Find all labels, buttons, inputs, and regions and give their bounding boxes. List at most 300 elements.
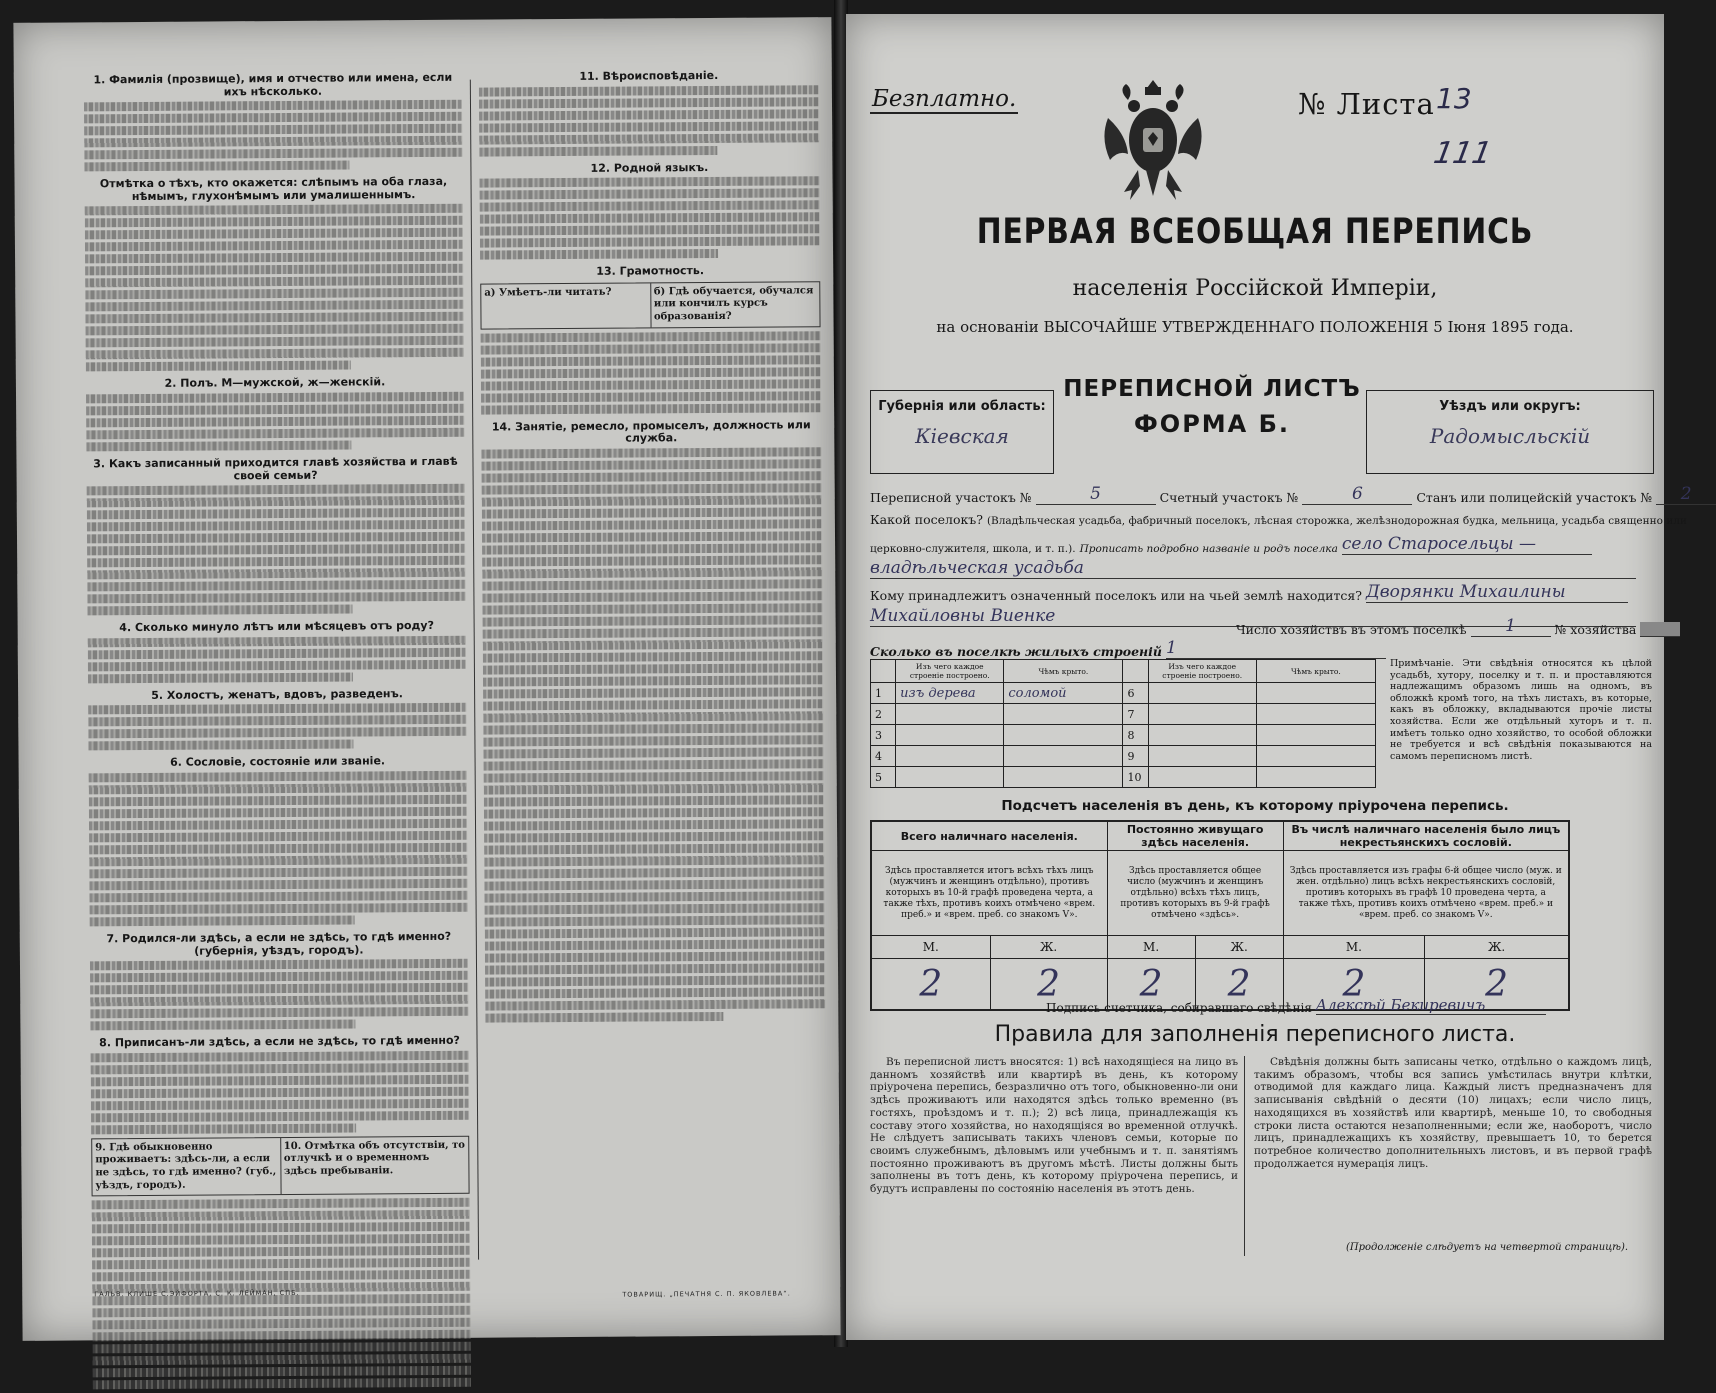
illegible-text-line: [479, 97, 819, 108]
illegible-text-line: [482, 483, 822, 494]
dwelling-number: 9: [1123, 746, 1148, 767]
illegible-text-line: [485, 987, 825, 998]
illegible-text-line: [87, 520, 465, 532]
illegible-text-line: [481, 379, 821, 390]
rules-divider: [1244, 1056, 1245, 1256]
settlement-value-1: село Старосельцы —: [1342, 534, 1592, 555]
census-legal-basis: на основаніи ВЫСОЧАЙШЕ УТВЕРЖДЕННАГО ПОЛОЖЕНІЯ 5 Іюня 1895 года.: [936, 318, 1574, 336]
illegible-text-line: [89, 807, 467, 819]
illegible-text-line: [84, 124, 462, 136]
dwelling-material: [896, 725, 1004, 746]
illegible-text-line: [89, 891, 467, 903]
instruction-heading: 13. Грамотность.: [596, 264, 705, 278]
illegible-text-line: [85, 264, 463, 276]
gubernia-value: Кіевская: [915, 424, 1009, 448]
illegible-text-line: [88, 635, 466, 647]
households-value: 1: [1471, 616, 1551, 637]
illegible-text-line: [92, 1210, 470, 1222]
illegible-text-line: [481, 355, 821, 366]
census-district-label: Переписной участокъ №: [870, 490, 1032, 505]
illegible-text-line: [85, 240, 463, 252]
illegible-text-line: [86, 324, 464, 336]
dwelling-row: [871, 725, 1376, 746]
illegible-text-line: [85, 276, 463, 288]
population-group-descriptions: [871, 851, 1569, 936]
female-header: Ж.: [1425, 936, 1569, 959]
owner-value-1: Дворянки Михаилины: [1366, 582, 1628, 603]
illegible-text-line: [89, 819, 467, 831]
illegible-text-line: [482, 555, 822, 566]
illegible-text-line: [483, 723, 823, 734]
dwelling-number: 6: [1123, 683, 1148, 704]
illegible-text-line: [92, 1198, 470, 1210]
illegible-text-line: [84, 136, 462, 148]
dwelling-roof: [1004, 704, 1123, 725]
illegible-text-line: [480, 249, 718, 260]
illegible-text-line: [86, 404, 464, 416]
illegible-text-line: [484, 831, 824, 842]
uezd-label: Уѣздъ или округъ:: [1439, 399, 1581, 414]
female-header: Ж.: [1195, 936, 1283, 959]
sheet-handwritten-number: 111: [1430, 136, 1495, 171]
instruction-heading: 11. Вѣроисповѣданіе.: [579, 68, 719, 83]
illegible-text-line: [89, 771, 467, 783]
illegible-text-line: [481, 391, 821, 402]
illegible-text-line: [90, 971, 468, 983]
dwelling-material-header-2: Изъ чего каждое строеніе построено.: [1148, 660, 1256, 683]
dwelling-roof: [1256, 683, 1375, 704]
dwelling-material: [1148, 683, 1256, 704]
illegible-text-line: [480, 200, 820, 211]
illegible-text-line: [88, 703, 466, 715]
instruction-heading: 12. Родной языкъ.: [590, 160, 709, 175]
illegible-text-line: [93, 1330, 471, 1342]
dwelling-row: [871, 746, 1376, 767]
illegible-text-line: [483, 627, 823, 638]
census-main-title: ПЕРВАЯ ВСЕОБЩАЯ ПЕРЕПИСЬ: [976, 212, 1534, 252]
counting-district-value: 6: [1302, 484, 1412, 505]
illegible-text-line: [484, 795, 824, 806]
illegible-text-line: [89, 795, 467, 807]
illegible-text-line: [483, 615, 823, 626]
form-title: [1062, 376, 1362, 438]
owner-question: Кому принадлежитъ означенный поселокъ или на чьей землѣ находится?: [870, 588, 1362, 603]
households-label: Число хозяйствъ въ этомъ поселкѣ: [1236, 622, 1467, 637]
dwelling-row: [871, 683, 1376, 704]
dwelling-roof: [1256, 725, 1375, 746]
dwelling-material-header: Изъ чего каждое строеніе построено.: [896, 660, 1004, 683]
illegible-text-line: [92, 1222, 470, 1234]
illegible-text-line: [85, 312, 463, 324]
illegible-text-line: [86, 440, 351, 451]
illegible-text-line: [87, 496, 465, 508]
double-headed-eagle-icon: [1098, 78, 1208, 206]
sex-header-row: [871, 936, 1569, 959]
dwelling-material: [1148, 725, 1256, 746]
illegible-text-line: [85, 252, 463, 264]
illegible-text-line: [482, 543, 822, 554]
group-header-non-peasant: Въ числѣ наличнаго населенія было лицъ некрестьянскихъ сословій.: [1283, 821, 1569, 851]
dwellings-footnote: Примѣчаніе. Эти свѣдѣнія относятся къ цѣлой усадьбѣ, хутору, поселку и т. п. и проставляются надлежащимъ образомъ лишь на одномъ, въ обложкѣ кромѣ того, на тѣхъ листахъ, въ которые, какъ въ обложку, вкладываются прочіе листы хозяйства. Если же отдѣльный хуторъ и т. п. имѣетъ только одно хозяйство, то особой обложки не требуется и всѣ свѣдѣнія показываются на самомъ переписномъ листѣ.: [1390, 658, 1652, 762]
illegible-text-line: [484, 819, 824, 830]
dwellings-body: [871, 683, 1376, 788]
illegible-text-line: [483, 687, 823, 698]
illegible-text-line: [483, 699, 823, 710]
illegible-text-line: [482, 531, 822, 542]
population-group-headers: [871, 821, 1569, 851]
illegible-text-line: [92, 1258, 470, 1270]
illegible-text-line: [84, 100, 462, 112]
buildings-line: [870, 638, 1640, 659]
dwelling-material: [1148, 704, 1256, 725]
permanent-male-value: 2: [1107, 959, 1195, 1011]
dwelling-number: 10: [1123, 767, 1148, 788]
gubernia-label: Губернія или область:: [878, 399, 1046, 414]
illegible-text-line: [482, 579, 822, 590]
illegible-text-line: [90, 1007, 468, 1019]
illegible-text-line: [89, 831, 467, 843]
dwelling-material: изъ дерева: [896, 683, 1004, 704]
sheet-number-value: 13: [1436, 82, 1472, 115]
dwelling-material: [1148, 767, 1256, 788]
illegible-text-line: [480, 188, 820, 199]
permanent-female-value: 2: [1195, 959, 1283, 1011]
illegible-text-line: [483, 663, 823, 674]
illegible-text-line: [86, 392, 464, 404]
illegible-text-line: [482, 603, 822, 614]
dwellings-header-row: [871, 660, 1376, 683]
illegible-text-line: [482, 507, 822, 518]
illegible-text-line: [88, 659, 466, 671]
illegible-text-line: [85, 300, 463, 312]
residence-heading: 9. Гдѣ обыкновенно проживаетъ: здѣсь-ли, а если не здѣсь, то гдѣ именно? (губ., уѣздъ, городъ).: [95, 1141, 277, 1191]
present-male-value: 2: [871, 959, 990, 1011]
illegible-text-line: [90, 915, 355, 926]
illegible-text-line: [482, 471, 822, 482]
buildings-value: 1: [1166, 638, 1386, 659]
settlement-value-line-2: [870, 558, 1640, 579]
gubernia-box: [870, 390, 1054, 474]
population-count-title: Подсчетъ населенія въ день, къ которому пріурочена перепись.: [1001, 798, 1509, 814]
dwelling-number: 8: [1123, 725, 1148, 746]
illegible-text-line: [90, 1020, 355, 1031]
illegible-text-line: [483, 651, 823, 662]
illegible-text-line: [480, 224, 820, 235]
illegible-text-line: [485, 1012, 723, 1023]
group-header-present: Всего наличнаго населенія.: [871, 821, 1107, 851]
illegible-text-line: [87, 544, 465, 556]
dwelling-roof: [1004, 725, 1123, 746]
instruction-heading: 3. Какъ записанный приходится главѣ хозяйства и главѣ своей семьи?: [93, 454, 458, 482]
illegible-text-line: [92, 1318, 470, 1330]
illegible-text-line: [485, 903, 825, 914]
district-field-line: [870, 484, 1692, 505]
illegible-text-line: [483, 711, 823, 722]
illegible-text-line: [484, 855, 824, 866]
residence-absence-headings: [91, 1135, 469, 1196]
dwelling-roof: [1256, 704, 1375, 725]
illegible-text-line: [92, 1234, 470, 1246]
literacy-school-heading: б) Гдѣ обучается, обучался или кончилъ курсъ образованія?: [650, 282, 820, 327]
illegible-text-line: [91, 1062, 469, 1074]
households-line: [1236, 616, 1646, 637]
present-female-value: 2: [990, 959, 1107, 1011]
illegible-text-line: [86, 336, 464, 348]
illegible-text-line: [92, 1246, 470, 1258]
stan-value: 2: [1656, 484, 1716, 505]
illegible-text-line: [480, 176, 820, 187]
illegible-text-line: [484, 867, 824, 878]
illegible-text-line: [84, 112, 462, 124]
illegible-text-line: [88, 727, 466, 739]
signature-label: Подпись счетчика, собиравшаго свѣдѣнія: [1046, 1001, 1312, 1015]
illegible-text-line: [484, 891, 824, 902]
illegible-text-line: [479, 109, 819, 120]
settlement-question-line: [870, 512, 1687, 527]
illegible-text-line: [483, 675, 823, 686]
form-title-line-1: ПЕРЕПИСНОЙ ЛИСТЪ: [1063, 376, 1361, 402]
illegible-text-line: [482, 567, 822, 578]
dwelling-number: 4: [871, 746, 896, 767]
illegible-text-line: [484, 843, 824, 854]
illegible-text-line: [84, 161, 349, 172]
dwelling-number: 5: [871, 767, 896, 788]
illegible-text-line: [87, 580, 465, 592]
dwelling-material: [896, 767, 1004, 788]
illegible-text-line: [89, 843, 467, 855]
illegible-text-line: [86, 428, 464, 440]
column-divider: [470, 80, 479, 1260]
illegible-text-line: [485, 999, 825, 1010]
illegible-text-line: [84, 148, 462, 160]
illegible-text-line: [485, 939, 825, 950]
illegible-text-line: [88, 647, 466, 659]
illegible-text-line: [479, 146, 717, 157]
dwelling-roof: [1004, 767, 1123, 788]
right-page-census-form: [846, 14, 1692, 1340]
illegible-text-line: [91, 1086, 469, 1098]
male-header: М.: [871, 936, 990, 959]
illegible-text-line: [88, 715, 466, 727]
illegible-text-line: [483, 735, 823, 746]
sheet-number-label: № Листа: [1298, 87, 1435, 121]
instruction-heading: 7. Родился-ли здѣсь, а если не здѣсь, то гдѣ именно? (губернія, уѣздъ, городъ).: [106, 929, 452, 958]
instruction-heading: 6. Сословіе, состояніе или званіе.: [170, 754, 386, 770]
dwelling-material: [896, 704, 1004, 725]
illegible-text-line: [481, 403, 821, 414]
illegible-text-line: [484, 879, 824, 890]
male-header: М.: [1107, 936, 1195, 959]
illegible-text-line: [90, 903, 468, 915]
settlement-value-2: владѣльческая усадьба: [870, 558, 1636, 579]
dwelling-roof-header: Чѣмъ крыто.: [1004, 660, 1123, 683]
group-desc-non-peasant: Здѣсь проставляется изъ графы 6-й общее число (муж. и жен. отдѣльно) лицъ всѣхъ некрестьянскихъ сословій, противъ которыхъ въ графѣ 10 проведена черта, а также тѣхъ, противъ коихъ отмѣчено «врем. преб.» и «врем. преб. со знакомъ V».: [1283, 851, 1569, 936]
illegible-text-line: [88, 672, 353, 683]
printer-credit-right: ТОВАРИЩ. „ПЕЧАТНЯ С. П. ЯКОВЛЕВА“.: [622, 1289, 791, 1299]
dwelling-number: 1: [871, 683, 896, 704]
illegible-text-line: [89, 867, 467, 879]
instruction-heading: 8. Приписанъ-ли здѣсь, а если не здѣсь, то гдѣ именно?: [99, 1033, 460, 1050]
household-number-value: [1640, 622, 1680, 637]
illegible-text-line: [90, 983, 468, 995]
illegible-text-line: [87, 556, 465, 568]
illegible-text-line: [482, 591, 822, 602]
dwelling-row: [871, 767, 1376, 788]
illegible-text-line: [90, 959, 468, 971]
illegible-text-line: [481, 343, 821, 354]
illegible-text-line: [482, 519, 822, 530]
illegible-text-line: [479, 133, 819, 144]
illegible-text-line: [483, 747, 823, 758]
illegible-text-line: [85, 216, 463, 228]
rules-text-2: Свѣдѣнія должны быть записаны четко, отдѣльно о каждомъ лицѣ, такимъ образомъ, чтобы вся запись умѣстилась внутри клѣтки, отводимой для каждаго лица. Каждый листъ предназначенъ для записыванія свѣдѣній о десяти (10) лицахъ; если число лицъ, находящихся въ хозяйствѣ или квартирѣ, меньше 10, то свободныя строки листа остаются незаполненными; если же, наоборотъ, число лицъ, принадлежащихъ къ хозяйству, превышаетъ 10, то берется потребное количество дополнительныхъ листовъ, и въ первой графѣ продолжается нумерація лицъ.: [1254, 1056, 1652, 1170]
uezd-value: Радомысльскій: [1429, 424, 1591, 448]
illegible-text-line: [85, 204, 463, 216]
census-subtitle: населенія Россійской Имперіи,: [1072, 276, 1438, 301]
illegible-text-line: [481, 367, 821, 378]
illegible-text-line: [86, 416, 464, 428]
group-desc-present: Здѣсь проставляется итогъ всѣхъ тѣхъ лицъ (мужчинъ и женщинъ отдѣльно), противъ которыхъ въ 10-й графѣ проведена черта, а также тѣхъ, противъ коихъ отмѣчено «врем. преб.» и «врем. преб. со знакомъ V».: [871, 851, 1107, 936]
illegible-text-line: [92, 1306, 470, 1318]
instruction-heading: 4. Сколько минуло лѣтъ или мѣсяцевъ отъ роду?: [119, 619, 435, 635]
illegible-text-line: [91, 1098, 469, 1110]
instructions-column-2: [479, 62, 826, 1025]
buildings-label: Сколько въ поселкѣ жилыхъ строеній: [870, 644, 1162, 659]
illegible-text-line: [87, 532, 465, 544]
rules-title: Правила для заполненія переписного листа.: [994, 1022, 1516, 1047]
illegible-text-line: [479, 121, 819, 132]
illegible-text-line: [485, 927, 825, 938]
form-header-row: [870, 376, 1650, 476]
illegible-text-line: [480, 212, 820, 223]
instruction-heading: 14. Занятіе, ремесло, промыселъ, должность или служба.: [491, 417, 811, 445]
illegible-text-line: [89, 855, 467, 867]
household-number-label: № хозяйства: [1554, 622, 1637, 637]
illegible-text-line: [485, 963, 825, 974]
absence-heading: 10. Отмѣтка объ отсутствіи, то отлучкѣ и о временномъ здѣсь пребываніи.: [280, 1136, 469, 1194]
owner-line: [870, 582, 1640, 603]
group-desc-permanent: Здѣсь проставляется общее число (мужчинъ и женщинъ отдѣльно) всѣхъ тѣхъ лицъ, противъ которыхъ въ 9-й графѣ отмѣчено «здѣсь».: [1107, 851, 1283, 936]
settlement-hint: (Владѣльческая усадьба, фабричный поселокъ, лѣсная сторожка, желѣзнодорожная будка, мельница, усадьба священно или: [986, 515, 1687, 527]
left-page-instructions: [13, 17, 840, 1341]
non-peasant-female-value: 2: [1425, 959, 1569, 1011]
counting-district-label: Счетный участокъ №: [1159, 490, 1299, 505]
female-header: Ж.: [990, 936, 1107, 959]
instruction-heading: 5. Холостъ, женатъ, вдовъ, разведенъ.: [151, 686, 403, 702]
illegible-text-line: [88, 740, 353, 751]
illegible-text-line: [484, 771, 824, 782]
rules-column-2: [1254, 1056, 1652, 1173]
literacy-subheadings: [480, 281, 820, 329]
illegible-text-line: [479, 85, 819, 96]
settlement-hint-2: церковно-служителя, школа, и т. п.).: [870, 543, 1076, 555]
census-district-value: 5: [1036, 484, 1156, 505]
rules-column-1: [870, 1056, 1238, 1199]
male-header: М.: [1283, 936, 1425, 959]
dwelling-material: [896, 746, 1004, 767]
illegible-text-line: [93, 1342, 471, 1354]
instruction-heading: 1. Фамилія (прозвище), имя и отчество или имена, если ихъ нѣсколько.: [93, 70, 453, 98]
illegible-text-line: [89, 783, 467, 795]
illegible-text-line: [485, 915, 825, 926]
rules-continuation-note: (Продолженіе слѣдуетъ на четвертой страницѣ).: [1346, 1242, 1629, 1253]
form-title-line-2: ФОРМА Б.: [1133, 410, 1290, 438]
illegible-text-line: [93, 1354, 471, 1366]
instruction-heading: 2. Полъ. М—мужской, ж—женскій.: [164, 375, 386, 391]
illegible-text-line: [482, 495, 822, 506]
dwelling-roof: [1256, 767, 1375, 788]
illegible-text-line: [90, 995, 468, 1007]
dwelling-number: 2: [871, 704, 896, 725]
signature-line: [1046, 996, 1546, 1015]
dwelling-number: 3: [871, 725, 896, 746]
non-peasant-male-value: 2: [1283, 959, 1425, 1011]
illegible-text-line: [481, 459, 821, 470]
illegible-text-line: [86, 348, 464, 360]
population-count-table: [870, 820, 1570, 1011]
literacy-read-heading: а) Умѣетъ-ли читать?: [484, 286, 612, 299]
settlement-value-line: [870, 534, 1640, 555]
illegible-text-line: [93, 1378, 471, 1390]
dwellings-table: [870, 659, 1376, 788]
illegible-text-line: [87, 484, 465, 496]
illegible-text-line: [91, 1050, 469, 1062]
illegible-text-line: [484, 783, 824, 794]
dwelling-roof-header-2: Чѣмъ крыто.: [1256, 660, 1375, 683]
illegible-text-line: [91, 1123, 356, 1134]
illegible-text-line: [484, 759, 824, 770]
illegible-text-line: [86, 361, 351, 372]
dwelling-roof: [1004, 746, 1123, 767]
dwelling-row: [871, 704, 1376, 725]
instructions-column-1: [84, 65, 471, 1393]
illegible-text-line: [87, 568, 465, 580]
illegible-text-line: [91, 1110, 469, 1122]
illegible-text-line: [481, 447, 821, 458]
illegible-text-line: [92, 1270, 470, 1282]
illegible-text-line: [485, 975, 825, 986]
settlement-instruction: Прописать подробно названіе и родъ поселка: [1079, 543, 1338, 555]
group-header-permanent: Постоянно живущаго здѣсь населенія.: [1107, 821, 1283, 851]
illegible-text-line: [85, 288, 463, 300]
illegible-text-line: [481, 331, 821, 342]
illegible-text-line: [93, 1366, 471, 1378]
printer-credit-left: ГАЛЬВ. КЛИШЕ С.ЭЙФОРТА, С. К. ЛЕЙМАН, СПБ.: [94, 1288, 300, 1299]
rules-text-1: Въ переписной листъ вносятся: 1) всѣ находящіеся на лицо въ данномъ хозяйствѣ или квартирѣ въ день, къ которому пріурочена перепись, безразлично отъ того, обыкновенно-ли они здѣсь проживаютъ или находятся здѣсь только временно (въ гостяхъ, проѣздомъ и т. п.); 2) всѣ лица, принадлежащія къ составу этого хозяйства, но находящіяся во временной отлучкѣ. Не слѣдуетъ записывать такихъ членовъ семьи, которые по своимъ служебнымъ, дѣловымъ или учебнымъ и т. п. занятіямъ постоянно проживаютъ въ другомъ мѣстѣ. Листы должны быть заполнены въ тотъ день, къ которому пріурочена перепись, и будутъ исправлены по состоянію населенія въ этотъ день.: [870, 1056, 1238, 1196]
illegible-text-line: [87, 508, 465, 520]
instruction-heading: Отмѣтка о тѣхъ, кто окажется: слѣпымъ на оба глаза, нѣмымъ, глухонѣмымъ или умалишеннымъ.: [99, 175, 448, 203]
illegible-text-line: [87, 605, 352, 616]
illegible-text-line: [483, 639, 823, 650]
illegible-text-line: [89, 879, 467, 891]
illegible-text-line: [91, 1074, 469, 1086]
stan-label: Станъ или полицейскій участокъ №: [1416, 490, 1653, 505]
illegible-text-line: [485, 951, 825, 962]
dwelling-material: [1148, 746, 1256, 767]
dwelling-roof: [1256, 746, 1375, 767]
dwelling-number: 7: [1123, 704, 1148, 725]
illegible-text-line: [85, 228, 463, 240]
owner-value-2: Михайловны Виенке: [870, 606, 1636, 627]
illegible-text-line: [484, 807, 824, 818]
settlement-question: Какой поселокъ?: [870, 512, 983, 527]
free-of-charge-label: Безплатно.: [872, 86, 1017, 112]
illegible-text-line: [87, 592, 465, 604]
illegible-text-line: [480, 236, 820, 247]
signature-value: Алексѣй Бекиревичъ: [1316, 996, 1546, 1015]
uezd-box: [1366, 390, 1654, 474]
dwelling-roof: соломой: [1004, 683, 1123, 704]
